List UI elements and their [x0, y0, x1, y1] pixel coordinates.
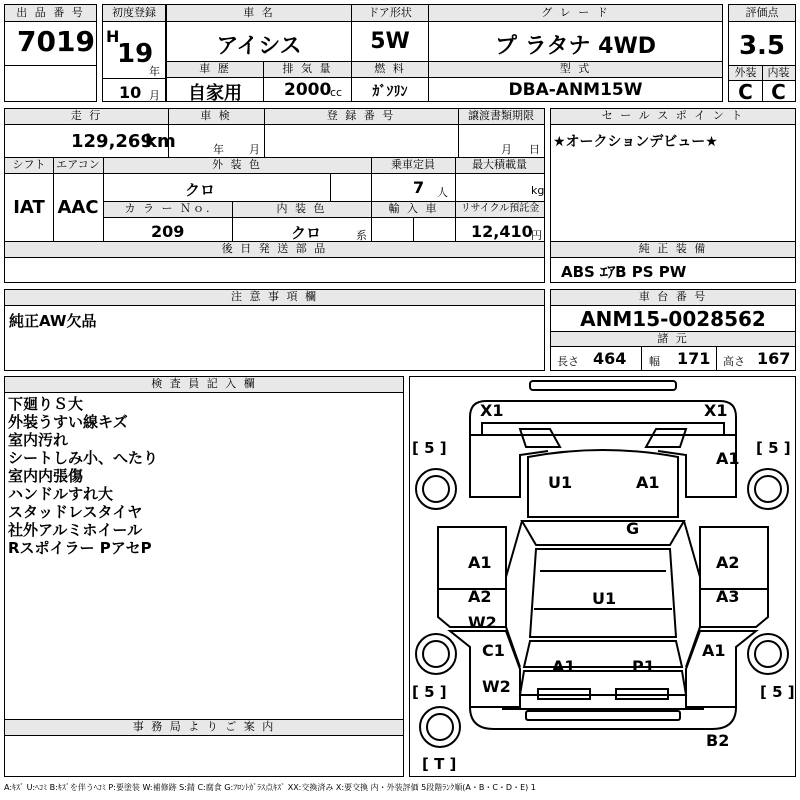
damage-a1-front-right: A1 — [716, 449, 740, 468]
inspector-note-line: 室内汚れ — [8, 431, 69, 449]
later-parts-label: 後 日 発 送 部 品 — [5, 242, 544, 257]
exterior-color: クロ — [185, 181, 216, 199]
sales-points-box — [550, 108, 796, 242]
equipment-text: ABS ｴｱB PS PW — [561, 263, 687, 281]
tire-front-left-label: [ 5 ] — [412, 439, 447, 457]
model-code-label: 型 式 — [429, 62, 722, 77]
capacity: 7 — [413, 178, 425, 197]
inspector-label: 検 査 員 記 入 欄 — [5, 377, 403, 392]
score-box — [728, 4, 796, 102]
sales-points-text: ★オークションデビュー★ — [553, 134, 718, 150]
height: 167 — [757, 349, 791, 368]
year-unit: 年 — [149, 65, 160, 78]
fuel: ｶﾞｿﾘﾝ — [372, 84, 408, 100]
recycle-unit: 円 — [531, 229, 542, 242]
inspector-note-line: Rスポイラー PアセP — [8, 539, 152, 557]
displacement-label: 排 気 量 — [264, 62, 351, 77]
shift-label: シフト — [5, 158, 53, 173]
damage-g-windshield: G — [626, 519, 640, 538]
fuel-label: 燃 料 — [352, 62, 428, 77]
reg-number-label: 登 録 番 号 — [264, 109, 458, 124]
ac: AAC — [57, 197, 99, 218]
width: 171 — [677, 349, 711, 368]
displacement: 2000 — [284, 80, 332, 100]
tire-front-right-label: [ 5 ] — [756, 439, 791, 457]
damage-a1-left-door: A1 — [468, 553, 492, 572]
damage-w2-rear-left: W2 — [482, 677, 511, 696]
capacity-label: 乗車定員 — [371, 158, 455, 173]
office-box — [4, 719, 404, 777]
model-code: DBA-ANM15W — [508, 80, 643, 100]
grade-box — [428, 4, 723, 62]
transfer-month-unit: 月 — [501, 143, 512, 156]
inspection-label: 車 検 — [168, 109, 264, 124]
door-type-label: ドア形状 — [352, 5, 428, 21]
damage-u1-bonnet: U1 — [548, 473, 573, 492]
spare-tire-icon — [418, 705, 462, 749]
car-outline — [410, 377, 795, 776]
lot-number: 7019 — [17, 25, 95, 58]
damage-a2-right-door: A2 — [716, 553, 740, 572]
interior-color-unit: 系 — [356, 229, 367, 242]
damage-a1-bonnet: A1 — [636, 473, 660, 492]
later-parts-box — [4, 241, 545, 283]
chassis-label: 車 台 番 号 — [551, 290, 795, 305]
recycle-label: リサイクル預託金 — [456, 202, 544, 217]
mileage-label: 走 行 — [5, 109, 168, 124]
displacement-unit: cc — [330, 86, 343, 99]
damage-a2-left-door: A2 — [468, 587, 492, 606]
length: 464 — [593, 349, 627, 368]
model-code-box — [428, 61, 723, 102]
score-label: 評価点 — [729, 5, 795, 21]
lot-number-label: 出 品 番 号 — [5, 5, 96, 21]
damage-a1-rear-right: A1 — [702, 641, 726, 660]
width-label: 幅 — [649, 355, 660, 368]
inspection-year-unit: 年 — [213, 143, 224, 156]
fuel-box — [351, 61, 429, 102]
interior-color-label: 内 装 色 — [232, 202, 371, 217]
notes-label: 注 意 事 項 欄 — [5, 290, 544, 305]
equipment-box — [550, 241, 796, 283]
details-box — [4, 108, 545, 242]
color-no: 209 — [151, 222, 185, 241]
tire-front-right-icon — [746, 467, 790, 511]
damage-w2-left: W2 — [468, 613, 497, 632]
chassis-number: ANM15-0028562 — [580, 307, 766, 331]
shift: IAT — [13, 197, 45, 218]
chassis-box — [550, 289, 796, 371]
capacity-unit: 人 — [437, 186, 448, 199]
month-unit: 月 — [149, 89, 160, 102]
inspector-note-line: スタッドレスタイヤ — [8, 503, 143, 521]
car-name: アイシス — [216, 34, 302, 59]
color-no-label: カ ラ ー Ｎｏ. — [104, 202, 232, 217]
exterior-grade: C — [738, 80, 753, 104]
office-label: 事 務 局 よ り ご 案 内 — [5, 720, 403, 735]
first-registration-label: 初度登録 — [103, 5, 165, 21]
exterior-color-label: 外 装 色 — [103, 158, 371, 173]
damage-x1-right: X1 — [704, 401, 728, 420]
import-label: 輸 入 車 — [372, 202, 455, 217]
era-letter: H — [106, 27, 120, 46]
interior-grade: C — [771, 80, 786, 104]
history-label: 車 歴 — [167, 62, 263, 77]
first-registration-box — [102, 4, 166, 102]
inspection-month-unit: 月 — [249, 143, 260, 156]
interior-color: クロ — [291, 224, 322, 242]
interior-grade-label: 内装 — [762, 66, 795, 80]
spec-label: 諸 元 — [551, 332, 795, 346]
door-type-box — [351, 4, 429, 62]
tire-rear-right-label: [ 5 ] — [760, 683, 795, 701]
inspector-box — [4, 376, 404, 720]
legend: A:ｷｽﾞ U:ﾍｺﾐ B:ｷｽﾞを伴うﾍｺﾐ P:要塗装 W:補修跡 S:錆 C:腐食 G:ﾌﾛﾝﾄｶﾞﾗｽ点ｷｽﾞ XX:交換済み X:要交換 内・外装評価 5段階ﾗﾝｸ順(A・B・C・D・E) 1 — [4, 783, 536, 792]
tire-rear-right-icon — [746, 632, 790, 676]
inspector-note-line: 下廻りＳ大 — [8, 395, 84, 413]
equipment-label: 純 正 装 備 — [551, 242, 795, 257]
ac-label: エアコン — [53, 158, 103, 173]
inspector-note-line: ハンドルすれ大 — [8, 485, 114, 503]
damage-c1-left: C1 — [482, 641, 505, 660]
damage-diagram — [409, 376, 796, 777]
first-registration-month: 10 — [119, 83, 142, 102]
door-type: 5W — [370, 29, 410, 54]
car-name-box — [166, 4, 352, 62]
exterior-grade-label: 外装 — [729, 66, 762, 80]
max-load-label: 最大積載量 — [455, 158, 544, 173]
spare-tire-label: [ T ] — [422, 755, 457, 773]
mileage: 129,269 — [71, 131, 153, 152]
damage-u1-roof: U1 — [592, 589, 617, 608]
inspector-note-line: 社外アルミホイール — [8, 521, 143, 539]
mileage-unit: km — [145, 131, 176, 152]
damage-p1-rear: P1 — [632, 657, 655, 676]
lot-number-box — [4, 4, 97, 102]
car-name-label: 車 名 — [167, 5, 351, 21]
damage-x1-left: X1 — [480, 401, 504, 420]
transfer-label: 譲渡書類期限 — [458, 109, 544, 124]
tire-rear-left-label: [ 5 ] — [412, 683, 447, 701]
history-box — [166, 61, 264, 102]
damage-a1-rear: A1 — [552, 657, 576, 676]
sales-points-label: セ ー ル ス ポ イ ン ト — [551, 109, 795, 124]
height-label: 高さ — [723, 355, 745, 368]
displacement-box — [263, 61, 352, 102]
inspector-note-line: 室内内張傷 — [8, 467, 84, 485]
max-load-unit: kg — [531, 184, 545, 197]
inspector-note-line: シートしみ小、へたり — [8, 449, 159, 467]
transfer-day-unit: 日 — [529, 143, 540, 156]
length-label: 長さ — [557, 355, 579, 368]
recycle-fee: 12,410 — [471, 222, 533, 241]
damage-a3-right-door: A3 — [716, 587, 740, 606]
tire-front-left-icon — [414, 467, 458, 511]
score: 3.5 — [738, 31, 786, 61]
tire-rear-left-icon — [414, 632, 458, 676]
notes-box — [4, 289, 545, 371]
notes-text: 純正AW欠品 — [9, 312, 97, 330]
inspector-notes — [8, 395, 158, 557]
first-registration-year: 19 — [117, 39, 154, 69]
inspector-note-line: 外装うすい線キズ — [8, 413, 128, 431]
damage-b2-rear: B2 — [706, 731, 730, 750]
history: 自家用 — [188, 83, 242, 104]
grade: プ ラタナ 4WD — [495, 34, 656, 59]
grade-label: グ レ ー ド — [429, 5, 722, 21]
